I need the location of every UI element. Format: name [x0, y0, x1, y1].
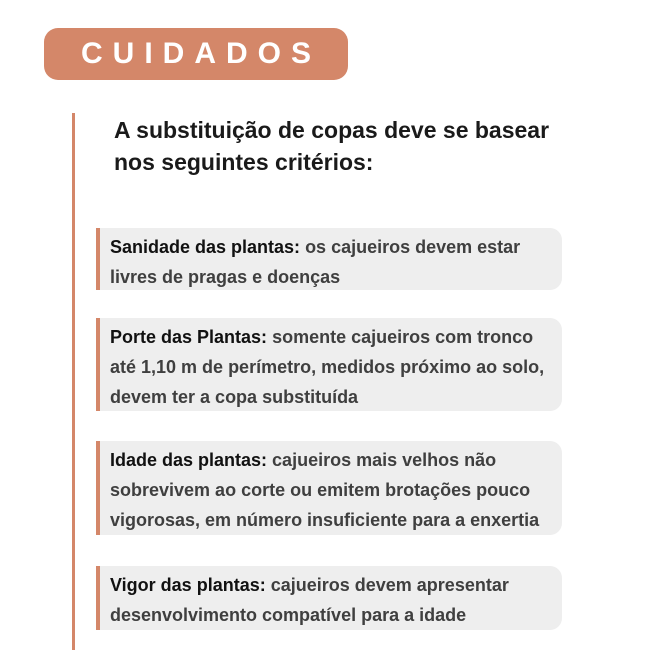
intro-heading: A substituição de copas deve se basear nos seguintes critérios: [114, 117, 550, 175]
criterion-description: os cajueiros devem estar livres de pragas e doenças [110, 237, 521, 287]
criterion-title: Sanidade das plantas: [110, 237, 301, 257]
section-badge [44, 28, 348, 80]
criterion-card-idade [96, 441, 562, 535]
badge-label: CUIDADOS [80, 37, 321, 70]
criterion-title: Idade das plantas: [110, 450, 268, 470]
criterion-card-sanidade [96, 228, 562, 290]
criterion-card-porte [96, 318, 562, 411]
criterion-description: cajueiros devem apresentar desenvolvimento compatível para a idade [110, 575, 509, 625]
criterion-card-vigor [96, 566, 562, 630]
criterion-description: somente cajueiros com tronco até 1,10 m de perímetro, medidos próximo ao solo, devem ter a copa substituída [110, 327, 545, 407]
accent-divider-line [72, 113, 75, 650]
criterion-title: Vigor das plantas: [110, 575, 266, 595]
criterion-title: Porte das Plantas: [110, 327, 268, 347]
criterion-description: cajueiros mais velhos não sobrevivem ao corte ou emitem brotações pouco vigorosas, em número insuficiente para a enxertia [110, 450, 540, 530]
